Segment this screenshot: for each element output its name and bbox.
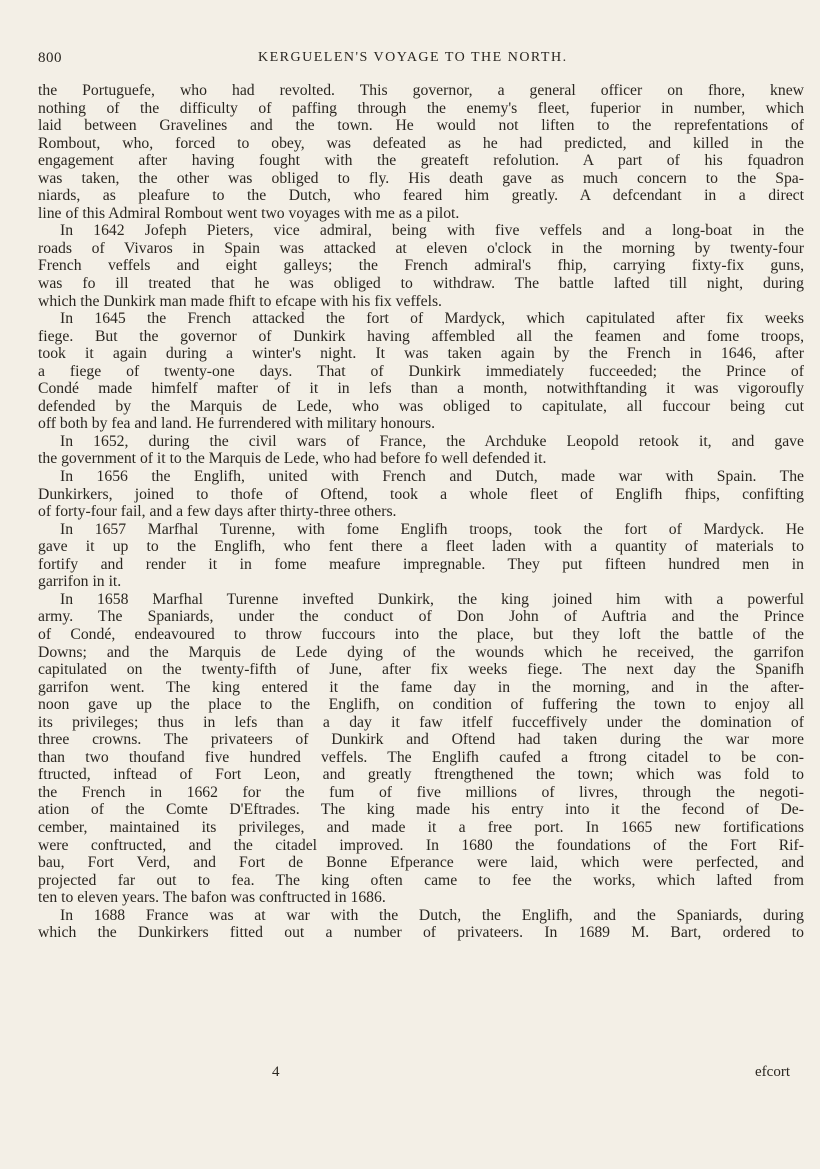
text-line: took it again during a winter's night. It was taken again by the French in 1646, after	[38, 345, 804, 363]
text-line: defended by the Marquis de Lede, who was obliged to capitulate, all fuccour being cut	[38, 397, 804, 415]
text-line: ftructed, inftead of Fort Leon, and greatly ftrengthened the town; which was fold to	[38, 766, 804, 784]
text-line: In 1688 France was at war with the Dutch, the Englifh, and the Spaniards, during	[60, 906, 804, 924]
text-line: the French in 1662 for the fum of five millions of livres, through the negoti-	[38, 783, 804, 801]
text-line: noon gave up the place to the Englifh, on condition of fuffering the town to enjoy all	[38, 696, 804, 714]
page-footer	[0, 1064, 820, 1084]
text-line: three crowns. The privateers of Dunkirk and Oftend had taken during the war more	[38, 731, 804, 749]
text-line: capitulated on the twenty-fifth of June, after fix weeks fiege. The next day the Spanifh	[38, 661, 804, 679]
text-line: niards, as pleafure to the Dutch, who feared him greatly. A defcendant in a direct	[38, 187, 804, 205]
text-line: engagement after having fought with the greateft refolution. A part of his fquadron	[38, 152, 804, 170]
text-line: than two thoufand five hundred veffels. The Englifh caufed a ftrong citadel to be con-	[38, 748, 804, 766]
text-line: Downs; and the Marquis de Lede dying of the wounds which he received, the garrifon	[38, 643, 804, 661]
text-line: were conftructed, and the citadel improved. In 1680 the foundations of the Fort Rif-	[38, 836, 804, 854]
text-line: fiege. But the governor of Dunkirk having affembled all the feamen and fome troops,	[38, 327, 804, 345]
body-text	[38, 82, 804, 942]
text-line: line of this Admiral Rombout went two voyages with me as a pilot.	[38, 204, 460, 222]
text-line: Rombout, who, forced to obey, was defeated as he had predicted, and killed in the	[38, 134, 804, 152]
text-line: its privileges; thus in lefs than a day it faw itfelf fucceffively under the domination of	[38, 713, 804, 731]
text-line: Condé made himfelf mafter of it in lefs than a month, notwithftanding it was vigoroufly	[38, 380, 804, 398]
running-title: KERGUELEN'S VOYAGE TO THE NORTH.	[258, 50, 568, 65]
text-line: off both by fea and land. He furrendered with military honours.	[38, 415, 436, 433]
text-line: In 1657 Marfhal Turenne, with fome Englifh troops, took the fort of Mardyck. He	[60, 520, 804, 538]
text-line: of forty-four fail, and a few days after thirty-three others.	[38, 503, 397, 521]
text-line: garrifon went. The king entered it the fame day in the morning, and in the after-	[38, 678, 804, 696]
text-line: cember, maintained its privileges, and made it a free port. In 1665 new fortifications	[38, 818, 804, 836]
text-line: In 1656 the Englifh, united with French and Dutch, made war with Spain. The	[60, 468, 804, 486]
page-header	[38, 50, 798, 72]
page-number: 800	[38, 50, 62, 66]
text-line: In 1652, during the civil wars of France, the Archduke Leopold retook it, and gave	[60, 432, 804, 450]
text-line: which the Dunkirkers fitted out a number of privateers. In 1689 M. Bart, ordered to	[38, 924, 804, 942]
text-line: a fiege of twenty-one days. That of Dunkirk immediately fucceeded; the Prince of	[38, 362, 804, 380]
text-line: army. The Spaniards, under the conduct of Don John of Auftria and the Prince	[38, 608, 804, 626]
text-line: was taken, the other was obliged to fly. His death gave as much concern to the Spa-	[38, 169, 804, 187]
text-line: roads of Vivaros in Spain was attacked at eleven o'clock in the morning by twenty-four	[38, 239, 804, 257]
text-line: In 1645 the French attacked the fort of Mardyck, which capitulated after fix weeks	[60, 310, 804, 328]
text-line: projected far out to fea. The king often came to fee the works, which lafted from	[38, 871, 804, 889]
text-line: ation of the Comte D'Eftrades. The king made his entry into it the fecond of De-	[38, 801, 804, 819]
signature-mark: 4	[272, 1064, 280, 1080]
text-line: which the Dunkirk man made fhift to efcape with his fix veffels.	[38, 292, 442, 310]
catchword: efcort	[755, 1064, 790, 1080]
text-line: laid between Gravelines and the town. He would not liften to the reprefentations of	[38, 117, 804, 135]
text-line: the government of it to the Marquis de Lede, who had before fo well defended it.	[38, 450, 547, 468]
text-line: bau, Fort Verd, and Fort de Bonne Efperance were laid, which were perfected, and	[38, 854, 804, 872]
text-line: In 1642 Jofeph Pieters, vice admiral, being with five veffels and a long-boat in the	[60, 222, 804, 240]
text-line: Dunkirkers, joined to thofe of Oftend, took a whole fleet of Englifh fhips, confifting	[38, 485, 804, 503]
text-line: garrifon in it.	[38, 573, 122, 591]
text-line: French veffels and eight galleys; the French admiral's fhip, carrying fixty-fix guns,	[38, 257, 804, 275]
text-line: fortify and render it in fome meafure impregnable. They put fifteen hundred men in	[38, 555, 804, 573]
text-line: of Condé, endeavoured to throw fuccours into the place, but they loft the battle of the	[38, 625, 804, 643]
text-line: gave it up to the Englifh, who fent there a fleet laden with a quantity of materials to	[38, 538, 804, 556]
text-line: ten to eleven years. The bafon was conftructed in 1686.	[38, 889, 386, 907]
text-line: In 1658 Marfhal Turenne invefted Dunkirk, the king joined him with a powerful	[60, 590, 804, 608]
text-line: nothing of the difficulty of paffing through the enemy's fleet, fuperior in number, which	[38, 99, 804, 117]
text-line: was fo ill treated that he was obliged to withdraw. The battle lafted till night, during	[38, 275, 804, 293]
text-line: the Portuguefe, who had revolted. This governor, a general officer on fhore, knew	[38, 82, 804, 99]
